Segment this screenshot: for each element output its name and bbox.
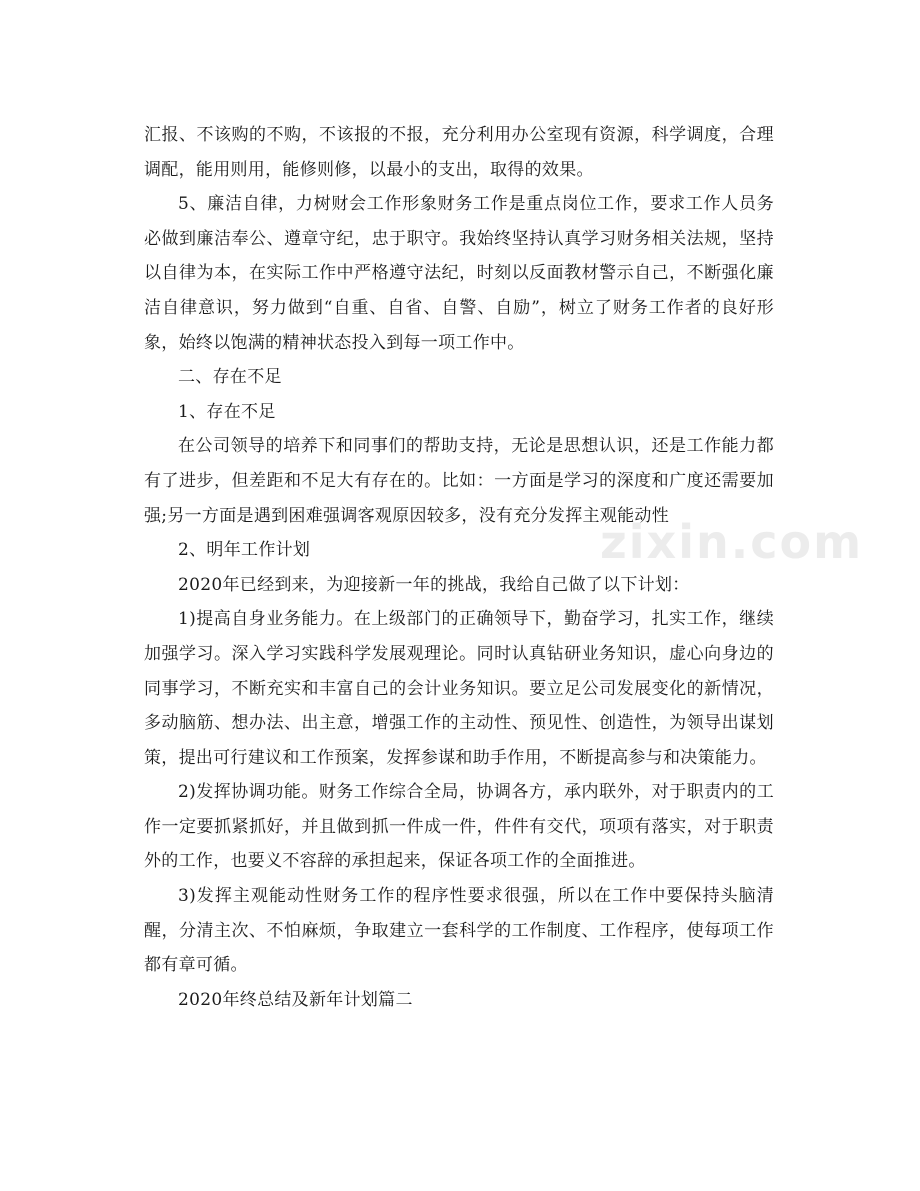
document-body [144, 118, 774, 1017]
paragraph-plan-item-2: 2)发挥协调功能。财务工作综合全局，协调各方，承内联外，对于职责内的工作一定要抓紧抓好，并且做到抓一件成一件，件件有交代，项项有落实，对于职责外的工作，也要义不容辞的承担起来，保证各项工作的全面推进。 [144, 782, 774, 872]
section-title-part-two: 2020年终总结及新年计划篇二 [178, 989, 413, 1010]
subheading-shortcomings: 1、存在不足 [178, 401, 276, 422]
paragraph-plan-intro: 2020年已经到来，为迎接新一年的挑战，我给自己做了以下计划： [178, 574, 690, 595]
paragraph-plan-item-1: 1)提高自身业务能力。在上级部门的正确领导下，勤奋学习，扎实工作，继续加强学习。深入学习实践科学发展观理论。同时认真钻研业务知识，虚心向身边的同事学习，不断充实和丰富自己的会计业务知识。要立足公司发展变化的新情况，多动脑筋、想办法、出主意，增强工作的主动性、预见性、创造性，为领导出谋划策，提出可行建议和工作预案，发挥参谋和助手作用，不断提高参与和决策能力。 [144, 609, 774, 768]
section-heading-shortcomings: 二、存在不足 [178, 367, 282, 388]
watermark: zixin.com [600, 515, 864, 569]
paragraph-shortcomings: 在公司领导的培养下和同事们的帮助支持，无论是思想认识，还是工作能力都有了进步，但差距和不足大有存在的。比如：一方面是学习的深度和广度还需要加强;另一方面是遇到困难强调客观原因较多，没有充分发挥主观能动性 [144, 436, 774, 526]
subheading-next-year-plan: 2、明年工作计划 [178, 540, 311, 561]
paragraph-integrity: 5、廉洁自律，力树财会工作形象财务工作是重点岗位工作，要求工作人员务必做到廉洁奉公、遵章守纪，忠于职守。我始终坚持认真学习财务相关法规，坚持以自律为本，在实际工作中严格遵守法纪，时刻以反面教材警示自己，不断强化廉洁自律意识，努力做到“自重、自省、自警、自励”，树立了财务工作者的良好形象，始终以饱满的精神状态投入到每一项工作中。 [144, 194, 774, 353]
paragraph-plan-item-3: 3)发挥主观能动性财务工作的程序性要求很强，所以在工作中要保持头脑清醒，分清主次、不怕麻烦，争取建立一套科学的工作制度、工作程序，使每项工作都有章可循。 [144, 886, 774, 976]
paragraph-continuation: 汇报、不该购的不购，不该报的不报，充分利用办公室现有资源，科学调度，合理调配，能用则用，能修则修，以最小的支出，取得的效果。 [144, 125, 774, 180]
